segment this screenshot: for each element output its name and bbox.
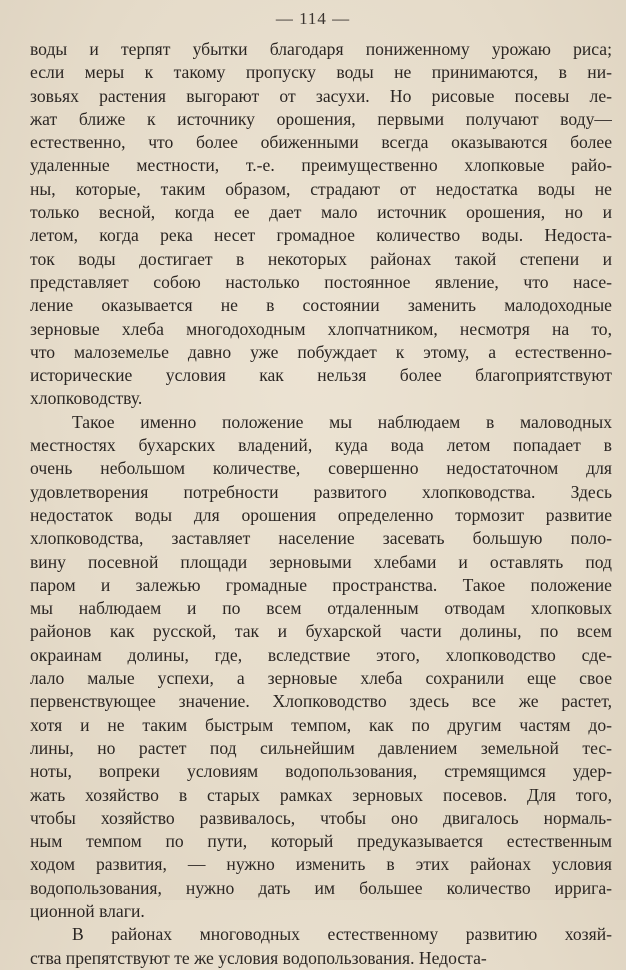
text-line: лало малые успехи, а зерновые хлеба сохранили еще свое — [30, 668, 612, 689]
text-line: местностях бухарских владений, куда вода летом попадает в — [30, 435, 612, 456]
text-line: ток воды достигает в некоторых районах такой степени и — [30, 248, 612, 269]
text-line: водопользования, нужно дать им большее количество ирригa- — [30, 877, 612, 898]
text-line: воды и терпят убытки благодаря пониженному урожаю риса; — [30, 39, 612, 59]
text-line: только весной, когда ее дает мало источник орошения, но и — [30, 202, 612, 223]
text-line: жать хозяйство в старых рамках зерновых посевов. Для того, — [30, 784, 612, 805]
text-line: если меры к такому пропуску воды не принимаются, в ни- — [30, 62, 612, 83]
text-line: хотя и не таким быстрым темпом, как по другим частям до- — [30, 714, 612, 735]
text-line: мы наблюдаем и по всем отдаленным отводам хлопковых — [30, 598, 612, 619]
paragraph — [30, 923, 612, 970]
text-line: очень небольшом количестве, совершенно недостаточном для — [30, 458, 612, 479]
text-line: ходом развития, — нужно изменить в этих районах условия — [30, 854, 612, 875]
text-line: зовьях растения выгорают от засухи. Но рисовые посевы ле- — [30, 85, 612, 106]
text-line: что малоземелье давно уже побуждает к этому, а естественно- — [30, 341, 612, 362]
text-line: исторические условия как нельзя более благоприятствуют — [30, 365, 612, 386]
text-line: ноты, вопреки условиям водопользования, стремящимся удер- — [30, 761, 612, 782]
text-line: естественно, что более обиженными всегда оказываются более — [30, 132, 612, 153]
text-line: представляет собою настолько постоянное явление, что насе- — [30, 271, 612, 292]
text-line: паром и залежью громадные пространства. Такое положение — [30, 574, 612, 595]
text-line: зерновые хлеба многодоходным хлопчатником, несмотря на то, — [30, 318, 612, 339]
paragraph — [30, 38, 612, 411]
text-line: чтобы хозяйство развивалось, чтобы оно двигалось нормаль- — [30, 807, 612, 828]
text-line: ным темпом по пути, который предуказывается естественным — [30, 831, 612, 852]
body-text — [30, 38, 612, 970]
text-line: окраинам долины, где, вследствие этого, хлопководство сде- — [30, 644, 612, 665]
text-line: ства препятствуют те же условия водопользования. Недоста- — [30, 947, 487, 968]
text-line: ционной влаги. — [30, 900, 145, 921]
text-line: лины, но растет под сильнейшим давлением земельной тес- — [30, 737, 612, 758]
text-line: жат ближе к источнику орошения, первыми получают воду— — [30, 108, 612, 129]
text-line: хлопководства, заставляет население засевать большую поло- — [30, 528, 612, 549]
text-line: хлопководству. — [30, 388, 143, 409]
text-line: недостаток воды для орошения определенно тормозит развитие — [30, 504, 612, 525]
text-line: районов как русской, так и бухарской части долины, по всем — [30, 621, 612, 642]
text-line: Такое именно положение мы наблюдаем в маловодных — [72, 411, 612, 432]
text-line: вину посевной площади зерновыми хлебами и оставлять под — [30, 551, 612, 572]
text-line: удаленные местности, т.-е. преимущественно хлопковые райо- — [30, 155, 612, 176]
text-line: первенствующее значение. Хлопководство здесь все же растет, — [30, 691, 612, 712]
text-line: удовлетворения потребности развитого хлопководства. Здесь — [30, 481, 612, 502]
text-line: ление оказывается не в состоянии заменить малодоходные — [30, 295, 612, 316]
text-line: летом, когда река несет громадное количество воды. Недостa- — [30, 225, 612, 246]
text-line: ны, которые, таким образом, страдают от недостатка воды не — [30, 178, 612, 199]
text-line: В районах многоводных естественному развитию хозяй- — [72, 924, 612, 945]
paragraph — [30, 411, 612, 924]
page-number: — 114 — — [275, 9, 351, 28]
